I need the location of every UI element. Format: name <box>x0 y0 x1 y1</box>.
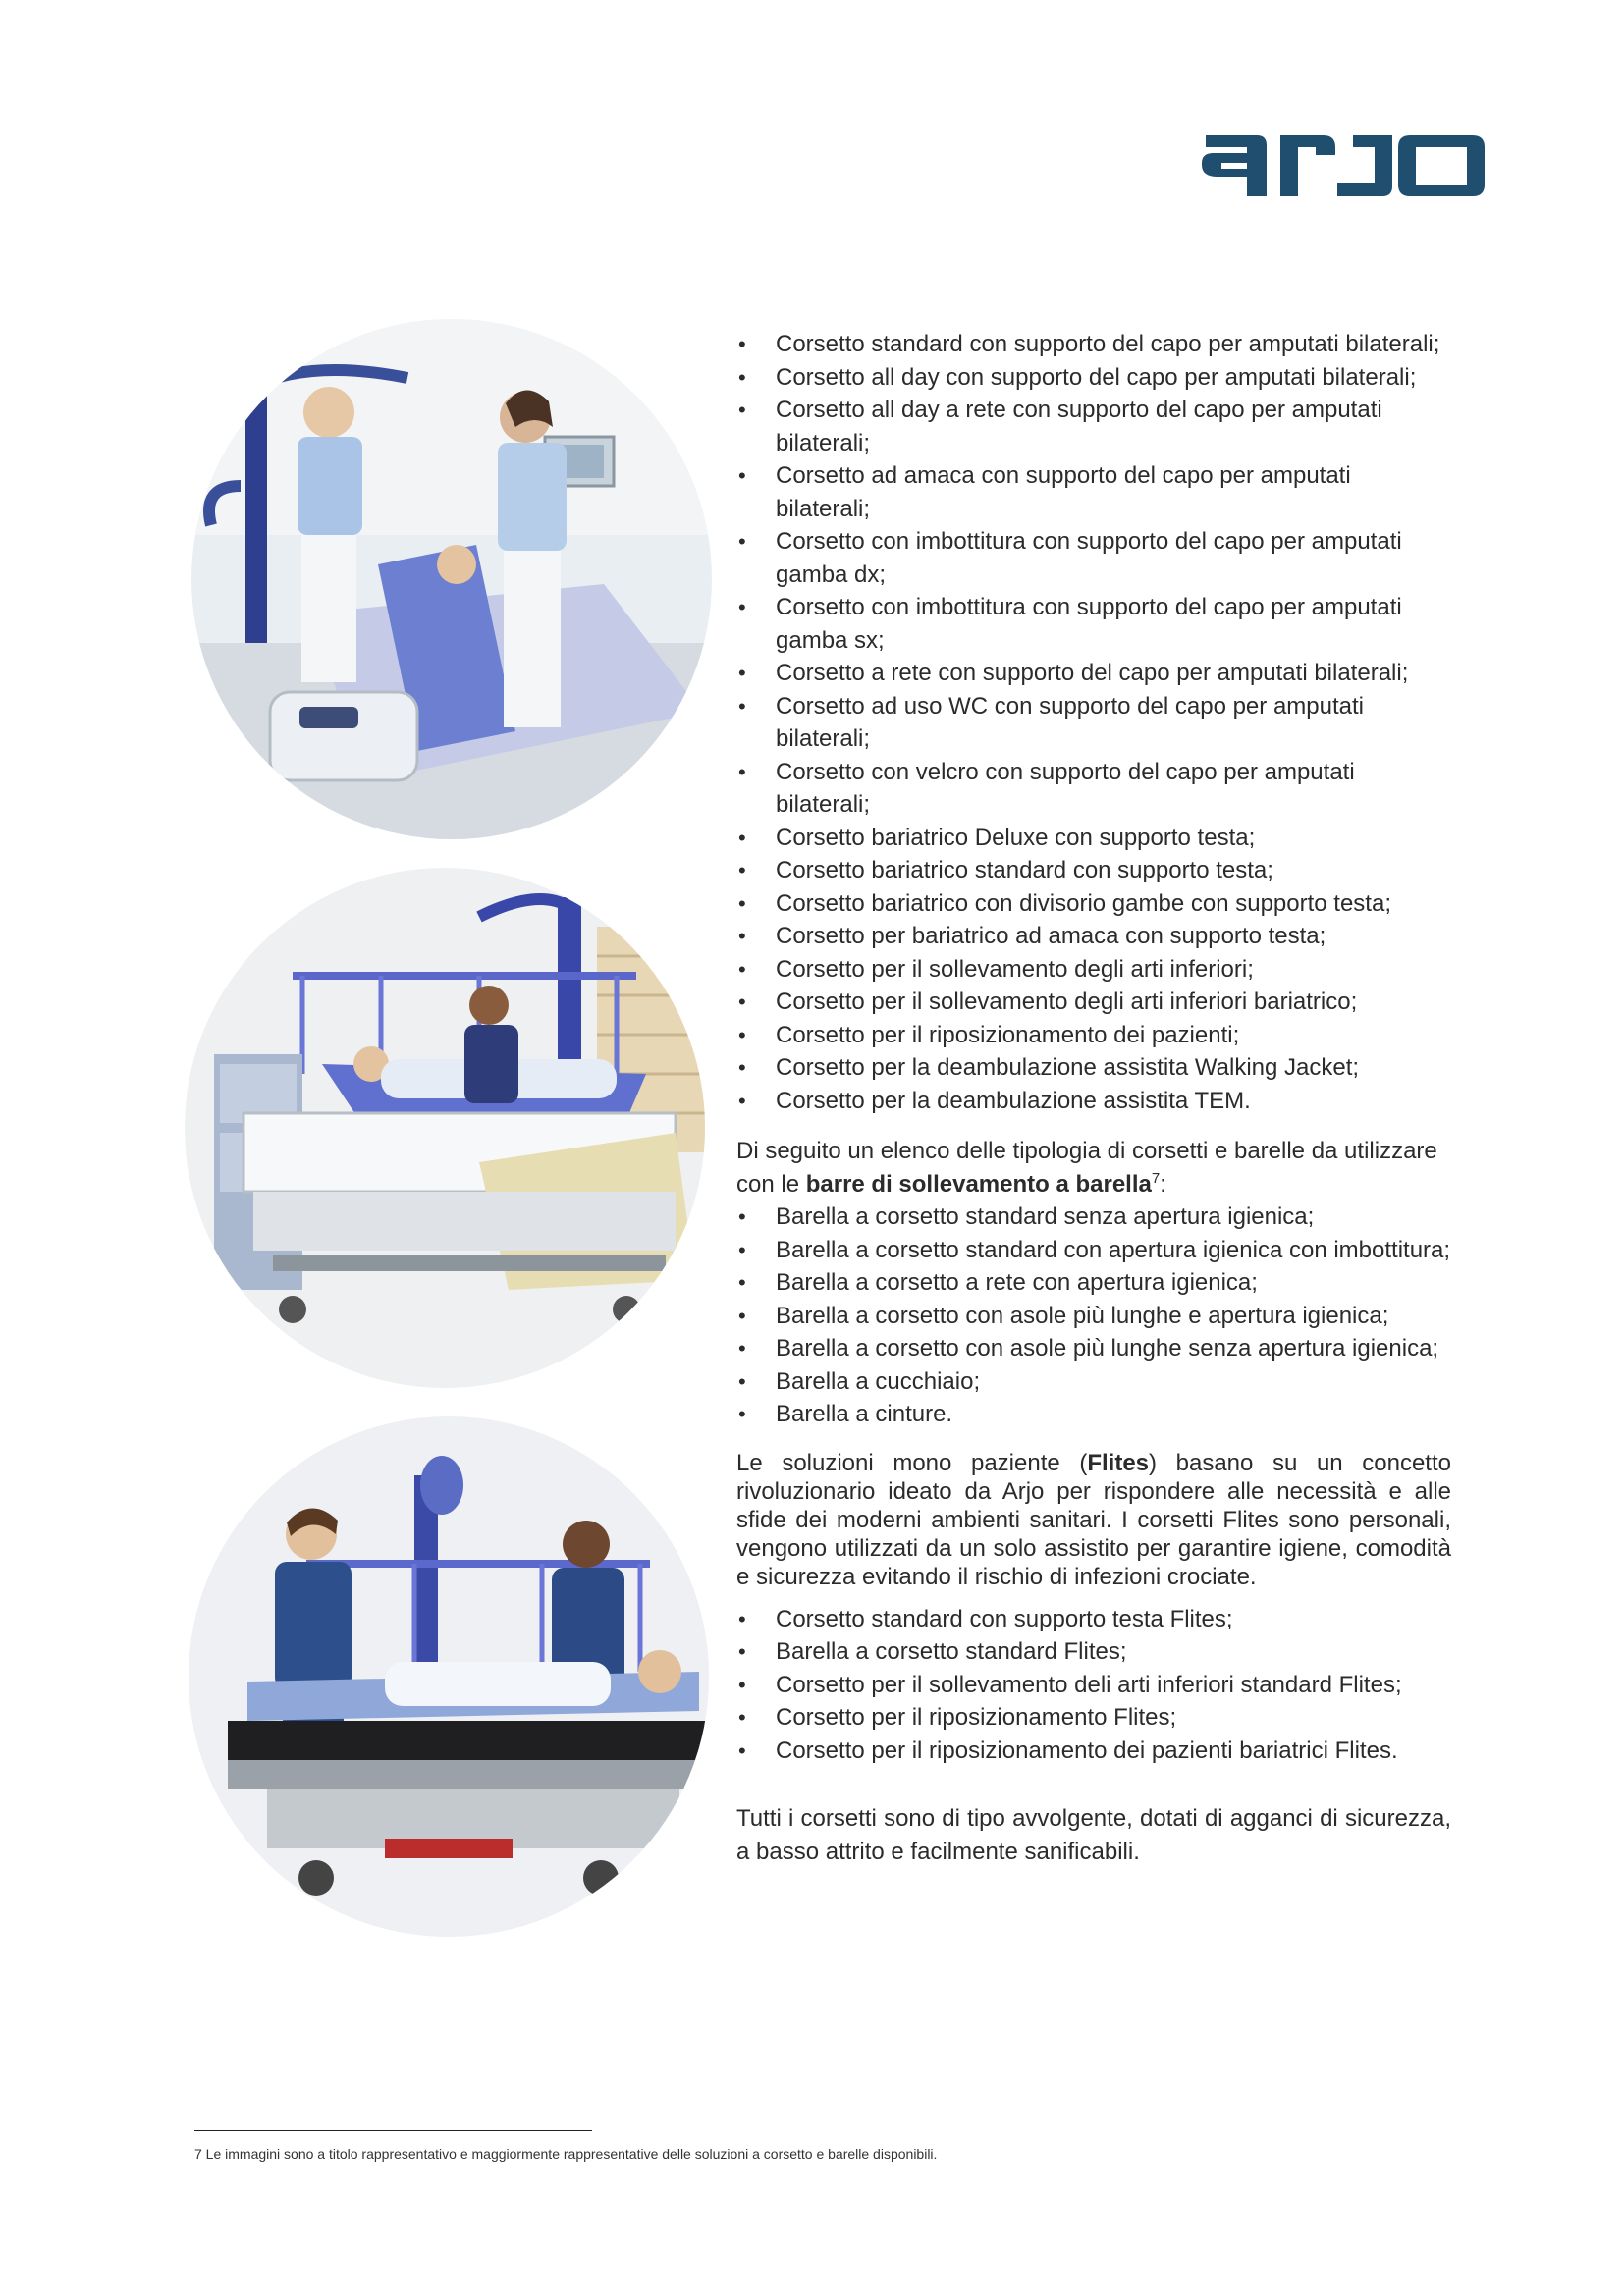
photo-stretcher-lift <box>189 1416 709 1937</box>
list-item: • Barella a corsetto con asole più lunghe e apertura igienica; <box>736 1300 1451 1333</box>
list-item: • Corsetto bariatrico con divisorio gambe con supporto testa; <box>736 887 1451 921</box>
list-item: • Corsetto per il riposizionamento Flites; <box>736 1701 1451 1735</box>
list-item: • Corsetto per il sollevamento degli arti inferiori; <box>736 953 1451 987</box>
list-item: • Corsetto all day a rete con supporto del capo per amputati bilaterali; <box>736 394 1451 459</box>
list-item: • Corsetto a rete con supporto del capo per amputati bilaterali; <box>736 657 1451 690</box>
main-content <box>736 328 1451 1868</box>
list-item: • Corsetto con imbottitura con supporto del capo per amputati gamba dx; <box>736 525 1451 591</box>
arjo-logo <box>1196 126 1490 204</box>
list-item: • Corsetto all day con supporto del capo per amputati bilaterali; <box>736 361 1451 395</box>
list-item: • Barella a corsetto standard Flites; <box>736 1635 1451 1669</box>
list-item: • Corsetto ad uso WC con supporto del capo per amputati bilaterali; <box>736 690 1451 756</box>
care-scene-icon <box>189 1416 709 1937</box>
list-item: • Barella a corsetto standard con apertura igienica con imbottitura; <box>736 1234 1451 1267</box>
list-item: • Barella a cinture. <box>736 1398 1451 1431</box>
list-item: • Corsetto per il riposizionamento dei pazienti; <box>736 1019 1451 1052</box>
list-item: • Corsetto per il sollevamento deli arti inferiori standard Flites; <box>736 1669 1451 1702</box>
stretcher-intro-paragraph: Di seguito un elenco delle tipologia di corsetti e barelle da utilizzare con le barre di sollevamento a barella$^7$: <box>736 1138 1437 1198</box>
list-item: • Corsetto per il riposizionamento dei pazienti bariatrici Flites. <box>736 1735 1451 1768</box>
closing-paragraph: Tutti i corsetti sono di tipo avvolgente, dotati di agganci di sicurezza, a basso attrito e facilmente sanificabili. <box>736 1805 1451 1865</box>
flites-paragraph: Le soluzioni mono paziente (Flites) basano su un concetto rivoluzionario ideato da Arjo per rispondere alle necessità e alle sfide dei moderni ambienti sanitari. I corsetti Flites sono personali, vengono utilizzati da un solo assistito per garantire igiene, comodità e sicurezza evitando il rischio di infezioni crociate. <box>736 1449 1451 1590</box>
flites-list <box>736 1603 1451 1768</box>
care-scene-icon <box>191 319 712 839</box>
list-item: • Corsetto per bariatrico ad amaca con supporto testa; <box>736 920 1451 953</box>
list-item: • Barella a cucchiaio; <box>736 1365 1451 1399</box>
list-item: • Barella a corsetto standard senza apertura igienica; <box>736 1201 1451 1234</box>
list-item: • Barella a corsetto con asole più lunghe senza apertura igienica; <box>736 1332 1451 1365</box>
photo-lift-bed-nurses <box>191 319 712 839</box>
stretcher-list <box>736 1201 1451 1431</box>
arjo-logo-icon <box>1196 126 1490 204</box>
list-item: • Corsetto standard con supporto testa Flites; <box>736 1603 1451 1636</box>
list-item: • Corsetto con imbottitura con supporto del capo per amputati gamba sx; <box>736 591 1451 657</box>
list-item: • Corsetto bariatrico Deluxe con supporto testa; <box>736 822 1451 855</box>
footnote-ref: 7 <box>1151 1169 1161 1187</box>
list-item: • Corsetto per la deambulazione assistita Walking Jacket; <box>736 1051 1451 1085</box>
list-item: • Corsetto con velcro con supporto del capo per amputati bilaterali; <box>736 756 1451 822</box>
footnote-divider <box>194 2130 592 2131</box>
list-item: • Corsetto per il sollevamento degli arti inferiori bariatrico; <box>736 986 1451 1019</box>
list-item: • Corsetto per la deambulazione assistita TEM. <box>736 1085 1451 1118</box>
stretcher-bar-bold: barre di sollevamento a barella <box>805 1170 1152 1198</box>
flites-bold: Flites <box>1087 1449 1150 1476</box>
list-item: • Corsetto ad amaca con supporto del capo per amputati bilaterali; <box>736 459 1451 525</box>
photo-bariatric-sling <box>185 868 705 1388</box>
care-scene-icon <box>185 868 705 1388</box>
list-item: • Corsetto bariatrico standard con supporto testa; <box>736 854 1451 887</box>
sling-list <box>736 328 1451 1117</box>
list-item: • Barella a corsetto a rete con apertura igienica; <box>736 1266 1451 1300</box>
footnote: 7 Le immagini sono a titolo rappresentativo e maggiormente rappresentative delle soluzioni a corsetto e barelle disponibili. <box>194 2146 938 2162</box>
list-item: • Corsetto standard con supporto del capo per amputati bilaterali; <box>736 328 1451 361</box>
